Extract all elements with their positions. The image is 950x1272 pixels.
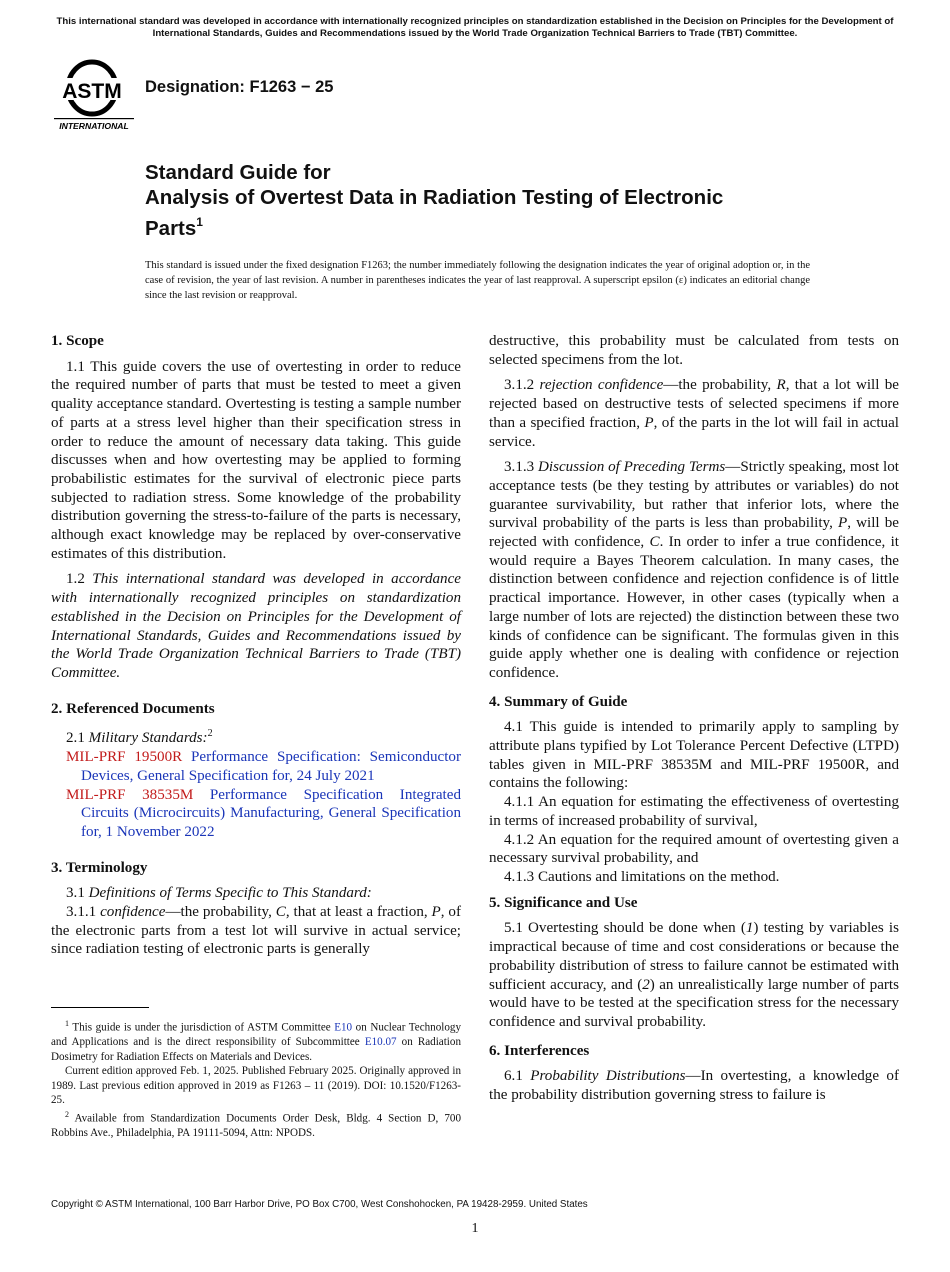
footnote-2: [51, 1108, 461, 1141]
top-notice: This international standard was developed in accordance with internationally recognized principles on standardization established in the Decision on Principles for the Development of International Standards, Guides and Recommendations issued by the World Trade Organization Technical Barriers to Trade (TBT) Committee.: [56, 16, 894, 39]
text-run: —the probability,: [165, 904, 272, 921]
footnote-1-mark: 1: [65, 1019, 69, 1028]
para-5-1: [489, 919, 899, 1031]
variable: P: [431, 904, 441, 921]
para-1-2: [51, 570, 461, 682]
reference-item: [51, 748, 461, 785]
text-run: Available from Standardization Documents Order Desk, Bldg. 4 Section D, 700 Robbins Ave., Philadelphia, PA 19111-5094, Attn: NPODS.: [51, 1112, 461, 1139]
footnote-rule: [51, 1007, 149, 1008]
variable: R: [776, 377, 786, 394]
variable: C: [649, 534, 660, 551]
para-3-1-number: 3.1: [66, 885, 85, 902]
variable: C: [275, 904, 286, 921]
committee-link[interactable]: E10: [334, 1021, 353, 1034]
text-run: ) an unrealistically large number of parts would have to be tested at the specification stress for the necessary confidence and survival probability.: [489, 976, 900, 1030]
footnotes: [51, 1017, 461, 1140]
right-column: [489, 332, 899, 1105]
variable: P: [838, 515, 848, 532]
para-3-1-3-number: 3.1.3: [504, 459, 535, 476]
term-confidence: confidence: [100, 904, 166, 921]
para-3-1: [51, 884, 461, 903]
text-run: , will be rejected with confidence,: [489, 515, 899, 551]
footnote-2-mark: 2: [65, 1109, 69, 1119]
text-run: on Nuclear Technology and Applications and is the direct responsibility of Subcommittee: [51, 1021, 461, 1049]
issue-note: This standard is issued under the fixed designation F1263; the number immediately following the designation indicates the year of original adoption or, in the case of revision, the year of last revision. A number in parentheses indicates the year of last reapproval. A superscript epsilon (ε) indicates an editorial change since the last revision or reapproval.: [145, 260, 810, 301]
text-run: on Radiation Dosimetry for Radiation Effects on Materials and Devices.: [51, 1036, 461, 1063]
variable: P: [644, 414, 654, 431]
document-title: [145, 160, 865, 241]
text-run: , that a lot will be rejected based on destructive tests of selected specimens if more than a specified fraction,: [489, 377, 899, 431]
para-4-1-2: 4.1.2 An equation for the required amount of overtesting given a necessary survival probability, and: [489, 831, 899, 867]
left-column: [51, 332, 461, 959]
text-run: , that at least a fraction,: [285, 904, 428, 921]
subcommittee-link[interactable]: E10.07: [364, 1036, 397, 1049]
reference-title-link[interactable]: Performance Specification: Semiconductor Devices, General Specification for, 24 July 2021: [81, 749, 462, 784]
para-6-1: [489, 1067, 899, 1104]
reference-title-link[interactable]: Performance Specification Integrated Circuits (Microcircuits) Manufacturing, General Specification for, 1 November 2022: [81, 786, 461, 840]
para-2-1-footnote-mark[interactable]: 2: [207, 728, 213, 740]
text-run: destructive, this probability must be calculated from tests on selected specimens from the lot.: [489, 333, 899, 368]
text-run: —Strictly speaking, most lot acceptance tests (be they testing by attributes or variables) do not guarantee survivability, but rather that inferior lots, where the survival probability of the parts is less than probability,: [489, 459, 899, 532]
list-number: 1: [745, 920, 754, 937]
title-footnote-mark[interactable]: 1: [196, 215, 203, 229]
page-number: 1: [471, 1221, 479, 1236]
para-3-1-1-number: 3.1.1: [66, 904, 97, 921]
para-2-1-title: Military Standards:: [88, 730, 208, 747]
title-line-2: Analysis of Overtest Data in Radiation Testing of Electronic: [145, 186, 724, 209]
reference-code-link[interactable]: MIL-PRF 19500R: [66, 749, 183, 766]
logo-text: ASTM: [62, 80, 122, 103]
para-4-1-1: 4.1.1 An equation for estimating the effectiveness of overtesting in terms of increased probability of survival,: [489, 794, 899, 829]
text-run: ) testing by variables is impractical because of time and cost considerations or because the probability distribution of stress to failure cannot be estimated with sufficient accuracy, and (: [489, 920, 899, 993]
text-run: , of the parts in the lot will fail in actual service.: [489, 414, 899, 450]
text-run: . In order to infer a true confidence, it would require a Bayes Theorem calculation. In many cases, the distinction between confidence and rejection confidence is of little practical importance. However, in other cases (typically when a large number of lots are rejected) the distinction between these two kinds of confidence can be significant. The formulas given in this guide apply whether one is dealing with confidence or rejection confidence.: [489, 534, 899, 681]
logo-subtext: INTERNATIONAL: [59, 121, 129, 131]
copyright: Copyright © ASTM International, 100 Barr Harbor Drive, PO Box C700, West Conshohocken, PA 19428-2959. United States: [51, 1199, 588, 1210]
reference-item: [51, 786, 461, 842]
text-run: This guide is under the jurisdiction of ASTM Committee: [72, 1021, 331, 1034]
text-run: , of the electronic parts from a test lot will survive in actual service; since radiation testing of electronic parts is generally: [51, 904, 462, 958]
para-3-1-1: [51, 903, 461, 959]
para-1-2-number: 1.2: [66, 571, 85, 588]
para-3-1-2: [489, 376, 899, 451]
astm-logo-icon: [54, 56, 134, 132]
text-run: —the probability,: [663, 377, 772, 394]
section-4-heading: 4. Summary of Guide: [489, 693, 628, 710]
para-4-1: 4.1 This guide is intended to primarily apply to sampling by attribute plans typified by Lot Tolerance Percent Defective (LTPD) tables given in MIL-PRF 38535M and MIL-PRF 19500R, and contains the following:: [489, 719, 899, 792]
footnote-1: [51, 1017, 461, 1064]
para-2-1-number: 2.1: [66, 730, 85, 747]
term-rejection-confidence: rejection confidence: [539, 377, 664, 394]
reference-code-link[interactable]: MIL-PRF 38535M: [66, 786, 194, 803]
title-line-1: Standard Guide for: [145, 161, 331, 184]
section-5-heading: 5. Significance and Use: [489, 894, 638, 911]
term-probability-distributions: Probability Distributions: [530, 1068, 686, 1085]
title-line-3: [145, 210, 865, 241]
para-3-1-2-number: 3.1.2: [504, 377, 535, 394]
text-run: —In overtesting, a knowledge of the probability distribution governing stress to failure is: [489, 1068, 899, 1104]
title-line-3-text: Parts: [145, 217, 197, 240]
para-3-1-title: Definitions of Terms Specific to This Standard:: [88, 885, 372, 902]
term-discussion: Discussion of Preceding Terms: [538, 459, 726, 476]
astm-logo: [54, 56, 134, 132]
list-number: 2: [642, 976, 650, 993]
para-1-1: 1.1 This guide covers the use of overtesting in order to reduce the required number of parts that must be tested to meet a given quality acceptance standard. Overtesting is testing a sample number of parts at a stress level higher than their specification stress in order to reduce the amount of necessary data taking. This guide discusses when and how overtesting may be applied to forming probabilistic estimates for the survival of electronic piece parts subjected to radiation stress. Some knowledge of the probability distribution governing the stress-to-failure of the parts is necessary, although exact knowledge may be replaced by over-conservative estimates of this distribution.: [51, 358, 461, 562]
section-2-heading: 2. Referenced Documents: [51, 700, 215, 717]
text-run: 5.1 Overtesting should be done when (: [504, 920, 746, 937]
para-6-1-number: 6.1: [504, 1068, 523, 1085]
section-6-heading: 6. Interferences: [489, 1042, 590, 1059]
para-4-1-3: 4.1.3 Cautions and limitations on the method.: [504, 868, 780, 885]
para-2-1: [51, 725, 461, 748]
para-3-1-3: [489, 458, 899, 682]
para-1-2-text: This international standard was developed in accordance with internationally recognized principles on standardization established in the Decision on Principles for the Development of International Standards, Guides and Recommendations issued by the World Trade Organization Technical Barriers to Trade (TBT) Committee.: [51, 571, 461, 681]
section-1-heading: 1. Scope: [51, 333, 104, 349]
designation: Designation: F1263 − 25: [145, 78, 334, 96]
section-3-heading: 3. Terminology: [51, 859, 148, 876]
footnote-1-edition: Current edition approved Feb. 1, 2025. Published February 2025. Originally approved in 1989. Last previous edition approved in 2019 as F1263 – 11 (2019). DOI: 10.1520/F1263-25.: [51, 1065, 461, 1107]
para-3-1-1-continued: [489, 332, 899, 369]
